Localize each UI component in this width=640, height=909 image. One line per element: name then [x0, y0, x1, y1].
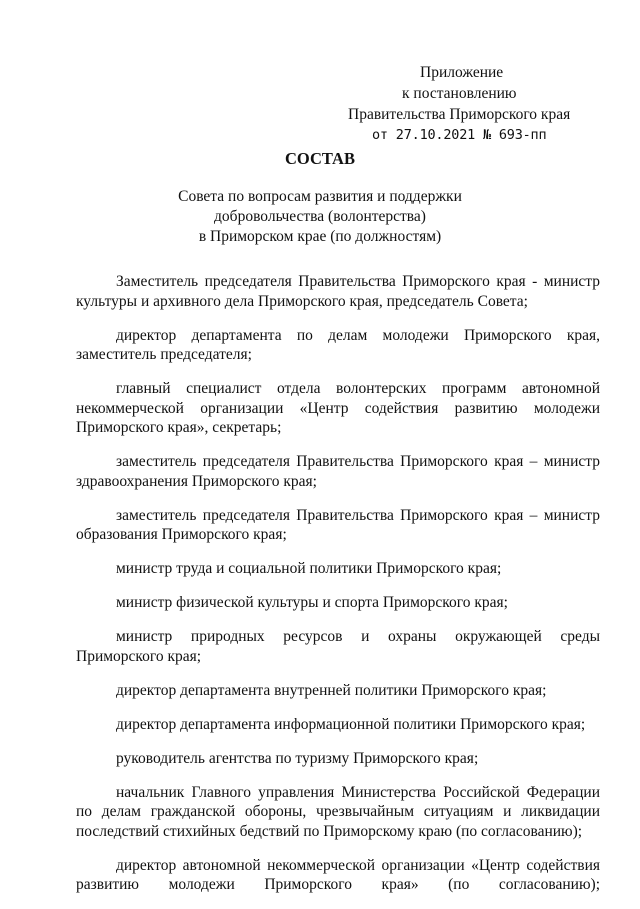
member-item: руководитель агентства по туризму Приморского края; [116, 749, 479, 767]
member-item: директор департамента внутренней политики Приморского края; [116, 681, 547, 699]
document-title: СОСТАВ [285, 149, 355, 168]
member-item: директор департамента информационной политики Приморского края; [116, 715, 586, 733]
document-subtitle [150, 187, 490, 247]
member-item: заместитель председателя Правительства Приморского края – министр здравоохранения Приморского края; [76, 453, 600, 490]
subtitle-line: добровольчества (волонтерства) [214, 208, 426, 225]
appendix-date-number: от 27.10.2021 № 693-пп [372, 127, 547, 143]
subtitle-line: Совета по вопросам развития и поддержки [178, 188, 462, 205]
member-item: министр труда и социальной политики Приморского края; [116, 560, 502, 577]
appendix-label: Приложение [420, 64, 504, 81]
members-list [76, 272, 600, 909]
member-item: начальник Главного управления Министерства Российской Федерации по делам гражданской обороны, чрезвычайным ситуациям и ликвидации последствий стихийных бедствий по Приморскому краю (по согласованию); [76, 783, 600, 840]
subtitle-line: в Приморском крае (по должностям) [198, 228, 442, 245]
member-item: главный специалист отдела волонтерских программ автономной некоммерческой организации «Центр содействия развитию молодежи Приморского края», секретарь; [76, 380, 600, 436]
member-item: министр физической культуры и спорта Приморского края; [116, 594, 508, 611]
member-item: директор департамента по делам молодежи Приморского края, заместитель председателя; [76, 326, 600, 363]
member-item: заместитель председателя Правительства Приморского края – министр образования Приморского края; [76, 506, 600, 543]
appendix-header [340, 62, 580, 146]
member-item: Заместитель председателя Правительства Приморского края - министр культуры и архивного дела Приморского края, председатель Совета; [76, 273, 600, 310]
appendix-reference: к постановлению [402, 85, 517, 102]
member-item: директор автономной некоммерческой организации «Центр содействия развитию молодежи Приморского края» (по согласованию); [76, 856, 600, 893]
appendix-authority: Правительства Приморского края [348, 106, 571, 123]
member-item: министр природных ресурсов и охраны окружающей среды Приморского края; [76, 628, 600, 665]
